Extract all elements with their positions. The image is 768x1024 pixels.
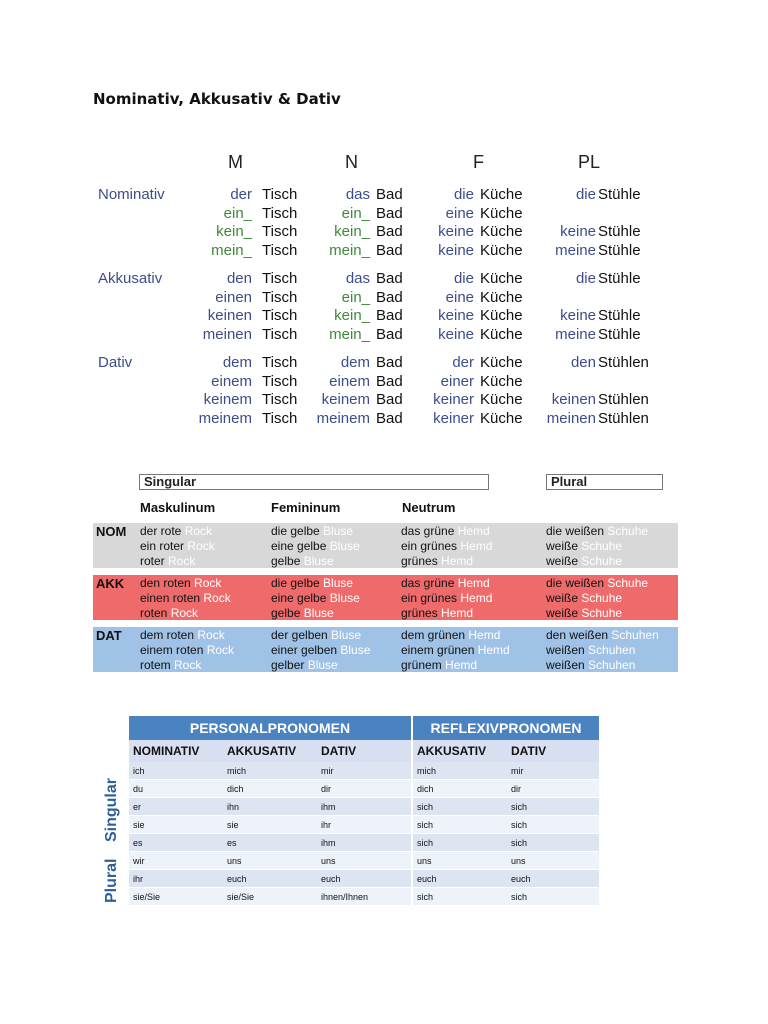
gender-header-maskulinum: Maskulinum bbox=[140, 500, 216, 515]
noun: Tisch bbox=[262, 307, 298, 324]
case-label: NOM bbox=[96, 524, 127, 539]
declension-cell bbox=[271, 606, 334, 621]
article: einen bbox=[215, 288, 252, 306]
article: der bbox=[452, 354, 474, 371]
declension-cell bbox=[271, 628, 361, 643]
header-feminine: F bbox=[473, 152, 484, 172]
noun: Bluse bbox=[329, 591, 360, 605]
group-header-personal: PERSONALPRONOMEN bbox=[129, 716, 412, 740]
noun: Stühle bbox=[598, 241, 641, 259]
noun: Tisch bbox=[262, 325, 298, 343]
noun: Küche bbox=[480, 354, 523, 371]
article: keinen bbox=[551, 391, 596, 408]
noun: Bad bbox=[376, 204, 403, 222]
header-neuter: N bbox=[345, 152, 358, 172]
noun: Bad bbox=[376, 391, 403, 408]
declension-cell bbox=[271, 539, 360, 554]
noun: Hemd bbox=[460, 539, 493, 553]
article: meinem bbox=[316, 409, 370, 427]
article-adjective: ein roter bbox=[140, 539, 188, 553]
article-adjective: eine gelbe bbox=[271, 539, 330, 553]
article-adjective: grünes bbox=[401, 554, 442, 568]
declension-cell bbox=[271, 554, 334, 569]
noun: Küche bbox=[480, 391, 523, 408]
noun: Stühlen bbox=[598, 409, 649, 427]
article: mein_ bbox=[329, 241, 370, 259]
case-label-dativ: Dativ bbox=[98, 354, 133, 371]
article-adjective: dem roten bbox=[140, 628, 198, 642]
noun: Tisch bbox=[262, 288, 298, 306]
noun: Tisch bbox=[262, 409, 298, 427]
noun: Stühle bbox=[598, 325, 641, 343]
article-adjective: die gelbe bbox=[271, 576, 324, 590]
table-cell: ihr bbox=[317, 816, 412, 834]
noun: Tisch bbox=[262, 372, 298, 390]
noun: Schuhe bbox=[581, 606, 623, 620]
noun: Schuhe bbox=[581, 591, 623, 605]
article: ein_ bbox=[341, 288, 370, 306]
noun: Tisch bbox=[262, 354, 298, 371]
noun: Hemd bbox=[441, 554, 474, 568]
declension-cell bbox=[140, 591, 231, 606]
table-row bbox=[129, 834, 599, 852]
article: keinem bbox=[203, 391, 252, 408]
noun: Tisch bbox=[262, 241, 298, 259]
singular-box: Singular bbox=[139, 474, 489, 490]
table-cell: mich bbox=[412, 762, 507, 780]
column-header: AKKUSATIV bbox=[412, 740, 507, 762]
table-cell: sie bbox=[129, 816, 223, 834]
noun: Tisch bbox=[262, 270, 298, 287]
declension-cell bbox=[401, 591, 492, 606]
article-adjective: das grüne bbox=[401, 524, 458, 538]
article-adjective: roten bbox=[140, 606, 171, 620]
noun: Bluse bbox=[331, 628, 362, 642]
article-adjective: die weißen bbox=[546, 524, 608, 538]
article-adjective: weiße bbox=[546, 591, 582, 605]
table-cell: mir bbox=[317, 762, 412, 780]
header-masculine: M bbox=[228, 152, 243, 172]
noun: Schuhen bbox=[588, 643, 636, 657]
article: keine bbox=[438, 241, 474, 259]
table-cell: sich bbox=[412, 798, 507, 816]
article: keine bbox=[438, 307, 474, 324]
declension-cell bbox=[401, 524, 490, 539]
column-header: AKKUSATIV bbox=[223, 740, 317, 762]
article: keiner bbox=[433, 391, 474, 408]
noun: Küche bbox=[480, 325, 523, 343]
article: die bbox=[575, 270, 596, 287]
table-cell: sich bbox=[507, 834, 599, 852]
table-cell: uns bbox=[412, 852, 507, 870]
noun: Rock bbox=[168, 554, 196, 568]
noun: Tisch bbox=[262, 223, 298, 240]
table-cell: es bbox=[223, 834, 317, 852]
declension-cell bbox=[401, 539, 492, 554]
page-title: Nominativ, Akkusativ & Dativ bbox=[93, 90, 341, 108]
article: kein_ bbox=[216, 223, 252, 240]
table-cell: sich bbox=[412, 834, 507, 852]
article-adjective: ein grünes bbox=[401, 539, 461, 553]
noun: Hemd bbox=[445, 658, 478, 672]
article: einem bbox=[329, 372, 370, 390]
article: meine bbox=[555, 325, 596, 343]
table-cell: ihm bbox=[317, 834, 412, 852]
noun: Küche bbox=[480, 186, 523, 203]
article-adjective: eine gelbe bbox=[271, 591, 330, 605]
declension-cell bbox=[271, 524, 353, 539]
noun: Küche bbox=[480, 241, 523, 259]
article: mein_ bbox=[329, 325, 370, 343]
article-adjective: gelbe bbox=[271, 554, 304, 568]
table-cell: euch bbox=[412, 870, 507, 888]
noun: Hemd bbox=[457, 576, 490, 590]
declension-cell bbox=[546, 539, 622, 554]
table-cell: uns bbox=[223, 852, 317, 870]
case-label: AKK bbox=[96, 576, 125, 591]
table-cell: mir bbox=[507, 762, 599, 780]
column-header: NOMINATIV bbox=[129, 740, 223, 762]
declension-cell bbox=[546, 554, 622, 569]
article: einer bbox=[440, 372, 474, 390]
declension-cell bbox=[140, 643, 234, 658]
noun: Bluse bbox=[340, 643, 371, 657]
article-adjective: weiße bbox=[546, 539, 582, 553]
article: keinen bbox=[207, 307, 252, 324]
declension-cell bbox=[271, 591, 360, 606]
noun: Küche bbox=[480, 409, 523, 427]
table-cell: euch bbox=[317, 870, 412, 888]
table-row bbox=[129, 780, 599, 798]
noun: Bad bbox=[376, 288, 403, 306]
article: die bbox=[575, 186, 596, 203]
noun: Tisch bbox=[262, 186, 298, 203]
article: einem bbox=[211, 372, 252, 390]
noun: Rock bbox=[194, 576, 222, 590]
noun: Küche bbox=[480, 307, 523, 324]
article: keine bbox=[438, 223, 474, 240]
table-row bbox=[129, 870, 599, 888]
table-cell: sie/Sie bbox=[223, 888, 317, 906]
noun: Küche bbox=[480, 372, 523, 390]
article: die bbox=[453, 270, 474, 287]
table-cell: sich bbox=[412, 888, 507, 906]
noun: Küche bbox=[480, 270, 523, 287]
noun: Rock bbox=[187, 539, 215, 553]
article-adjective: gelber bbox=[271, 658, 308, 672]
article: meine bbox=[555, 241, 596, 259]
declension-cell bbox=[401, 643, 510, 658]
article: kein_ bbox=[334, 307, 370, 324]
table-cell: mich bbox=[223, 762, 317, 780]
declension-cell bbox=[401, 628, 500, 643]
declension-cell bbox=[140, 606, 198, 621]
table-cell: ihn bbox=[223, 798, 317, 816]
noun: Stühlen bbox=[598, 354, 649, 371]
article: den bbox=[226, 270, 252, 287]
declension-cell bbox=[401, 554, 473, 569]
table-row bbox=[129, 798, 599, 816]
noun: Stühle bbox=[598, 186, 641, 203]
declension-cell bbox=[140, 628, 225, 643]
side-label-plural: Plural bbox=[103, 858, 120, 903]
noun: Küche bbox=[480, 223, 523, 240]
article: dem bbox=[222, 354, 252, 371]
declension-cell bbox=[546, 643, 635, 658]
noun: Hemd bbox=[457, 524, 490, 538]
article-adjective: dem grünen bbox=[401, 628, 469, 642]
noun: Hemd bbox=[460, 591, 493, 605]
article: die bbox=[453, 186, 474, 203]
article-adjective: weiße bbox=[546, 606, 582, 620]
article: ein_ bbox=[341, 204, 370, 222]
header-plural: PL bbox=[578, 152, 601, 172]
article-adjective: einen roten bbox=[140, 591, 204, 605]
article-adjective: die gelbe bbox=[271, 524, 324, 538]
article: das bbox=[345, 270, 370, 287]
table-cell: sie bbox=[223, 816, 317, 834]
article-adjective: weißen bbox=[546, 643, 589, 657]
noun: Hemd bbox=[468, 628, 501, 642]
plural-box: Plural bbox=[546, 474, 663, 490]
table-row bbox=[129, 852, 599, 870]
article: keinem bbox=[321, 391, 370, 408]
noun: Bad bbox=[376, 270, 403, 287]
table-cell: ich bbox=[129, 762, 223, 780]
declension-cell bbox=[140, 576, 221, 591]
article-adjective: der gelben bbox=[271, 628, 332, 642]
noun: Rock bbox=[170, 606, 199, 620]
article: ein_ bbox=[223, 204, 252, 222]
article: meinen bbox=[202, 325, 252, 343]
article-adjective: grünes bbox=[401, 606, 442, 620]
article: meinem bbox=[198, 409, 252, 427]
article-adjective: die weißen bbox=[546, 576, 608, 590]
declension-cell bbox=[546, 524, 648, 539]
noun: Schuhen bbox=[611, 628, 659, 642]
gender-header-femininum: Femininum bbox=[271, 500, 341, 515]
noun: Schuhe bbox=[607, 576, 649, 590]
article: eine bbox=[445, 204, 474, 222]
article-adjective: rotem bbox=[140, 658, 175, 672]
declension-cell bbox=[140, 539, 215, 554]
noun: Bad bbox=[376, 354, 403, 371]
declension-cell bbox=[546, 591, 622, 606]
table-cell: dir bbox=[507, 780, 599, 798]
article: das bbox=[345, 186, 370, 203]
table-cell: ihnen/Ihnen bbox=[317, 888, 412, 906]
noun: Bad bbox=[376, 241, 403, 259]
table-cell: er bbox=[129, 798, 223, 816]
article-adjective: roter bbox=[140, 554, 169, 568]
noun: Bad bbox=[376, 372, 403, 390]
table-cell: ihm bbox=[317, 798, 412, 816]
article: dem bbox=[340, 354, 370, 371]
side-label-singular: Singular bbox=[103, 777, 120, 842]
article: keine bbox=[560, 223, 596, 240]
noun: Bad bbox=[376, 409, 403, 427]
noun: Rock bbox=[206, 643, 235, 657]
article-adjective: den weißen bbox=[546, 628, 612, 642]
table-cell: uns bbox=[317, 852, 412, 870]
declension-cell bbox=[271, 643, 370, 658]
noun: Küche bbox=[480, 288, 523, 306]
noun: Tisch bbox=[262, 391, 298, 408]
pronoun-table bbox=[129, 716, 599, 906]
table-cell: dir bbox=[317, 780, 412, 798]
case-label-nominativ: Nominativ bbox=[98, 186, 165, 203]
article-adjective: der rote bbox=[140, 524, 185, 538]
declension-cell bbox=[546, 606, 622, 621]
article: keine bbox=[560, 307, 596, 324]
noun: Bad bbox=[376, 307, 403, 324]
article-adjective: einer gelben bbox=[271, 643, 341, 657]
noun: Bad bbox=[376, 223, 403, 240]
column-header: DATIV bbox=[317, 740, 412, 762]
table-cell: dich bbox=[223, 780, 317, 798]
article-adjective: einem roten bbox=[140, 643, 207, 657]
article: keine bbox=[438, 325, 474, 343]
article: den bbox=[570, 354, 596, 371]
table-cell: euch bbox=[223, 870, 317, 888]
table-cell: euch bbox=[507, 870, 599, 888]
noun: Bluse bbox=[329, 539, 360, 553]
noun: Stühle bbox=[598, 270, 641, 287]
noun: Rock bbox=[197, 628, 225, 642]
declension-cell bbox=[401, 606, 473, 621]
declension-cell bbox=[140, 658, 201, 673]
noun: Tisch bbox=[262, 204, 298, 222]
noun: Schuhen bbox=[588, 658, 636, 672]
declension-cell bbox=[546, 628, 659, 643]
article-adjective: das grüne bbox=[401, 576, 458, 590]
noun: Hemd bbox=[441, 606, 474, 620]
noun: Stühlen bbox=[598, 391, 649, 408]
case-label-akkusativ: Akkusativ bbox=[98, 270, 163, 287]
declension-cell bbox=[140, 524, 212, 539]
table-row bbox=[129, 762, 599, 780]
declension-cell bbox=[401, 576, 490, 591]
table-cell: du bbox=[129, 780, 223, 798]
article-adjective: den roten bbox=[140, 576, 195, 590]
declension-cell bbox=[546, 658, 635, 673]
noun: Bad bbox=[376, 325, 403, 343]
noun: Rock bbox=[184, 524, 213, 538]
noun: Schuhe bbox=[581, 554, 623, 568]
noun: Bad bbox=[376, 186, 403, 203]
noun: Bluse bbox=[307, 658, 338, 672]
noun: Bluse bbox=[323, 576, 354, 590]
table-cell: dich bbox=[412, 780, 507, 798]
table-cell: sich bbox=[507, 816, 599, 834]
article: der bbox=[230, 186, 252, 203]
noun: Bluse bbox=[323, 524, 354, 538]
table-cell: sie/Sie bbox=[129, 888, 223, 906]
article-adjective: einem grünen bbox=[401, 643, 478, 657]
article-adjective: grünem bbox=[401, 658, 446, 672]
noun: Stühle bbox=[598, 307, 641, 324]
noun: Rock bbox=[203, 591, 231, 605]
article-adjective: weiße bbox=[546, 554, 582, 568]
declension-cell bbox=[401, 658, 477, 673]
declension-cell bbox=[271, 658, 338, 673]
noun: Schuhe bbox=[581, 539, 623, 553]
noun: Rock bbox=[174, 658, 202, 672]
noun: Küche bbox=[480, 204, 523, 222]
table-cell: wir bbox=[129, 852, 223, 870]
noun: Schuhe bbox=[607, 524, 649, 538]
column-header: DATIV bbox=[507, 740, 599, 762]
article: mein_ bbox=[211, 241, 252, 259]
article-adjective: weißen bbox=[546, 658, 589, 672]
noun: Hemd bbox=[477, 643, 510, 657]
noun: Stühle bbox=[598, 223, 641, 240]
table-row bbox=[129, 888, 599, 906]
noun: Bluse bbox=[303, 554, 334, 568]
article: meinen bbox=[546, 409, 596, 427]
table-cell: uns bbox=[507, 852, 599, 870]
article: kein_ bbox=[334, 223, 370, 240]
table-cell: sich bbox=[507, 798, 599, 816]
article: keiner bbox=[433, 409, 474, 427]
table-cell: sich bbox=[507, 888, 599, 906]
gender-header-neutrum: Neutrum bbox=[402, 500, 456, 515]
declension-cell bbox=[140, 554, 195, 569]
declension-cell bbox=[271, 576, 353, 591]
group-header-reflexive: REFLEXIVPRONOMEN bbox=[412, 716, 599, 740]
article-adjective: ein grünes bbox=[401, 591, 461, 605]
table-row bbox=[129, 816, 599, 834]
noun: Bluse bbox=[303, 606, 334, 620]
declension-cell bbox=[546, 576, 648, 591]
article: eine bbox=[445, 288, 474, 306]
table-cell: es bbox=[129, 834, 223, 852]
case-label: DAT bbox=[96, 628, 122, 643]
table-cell: ihr bbox=[129, 870, 223, 888]
table-cell: sich bbox=[412, 816, 507, 834]
article-adjective: gelbe bbox=[271, 606, 304, 620]
